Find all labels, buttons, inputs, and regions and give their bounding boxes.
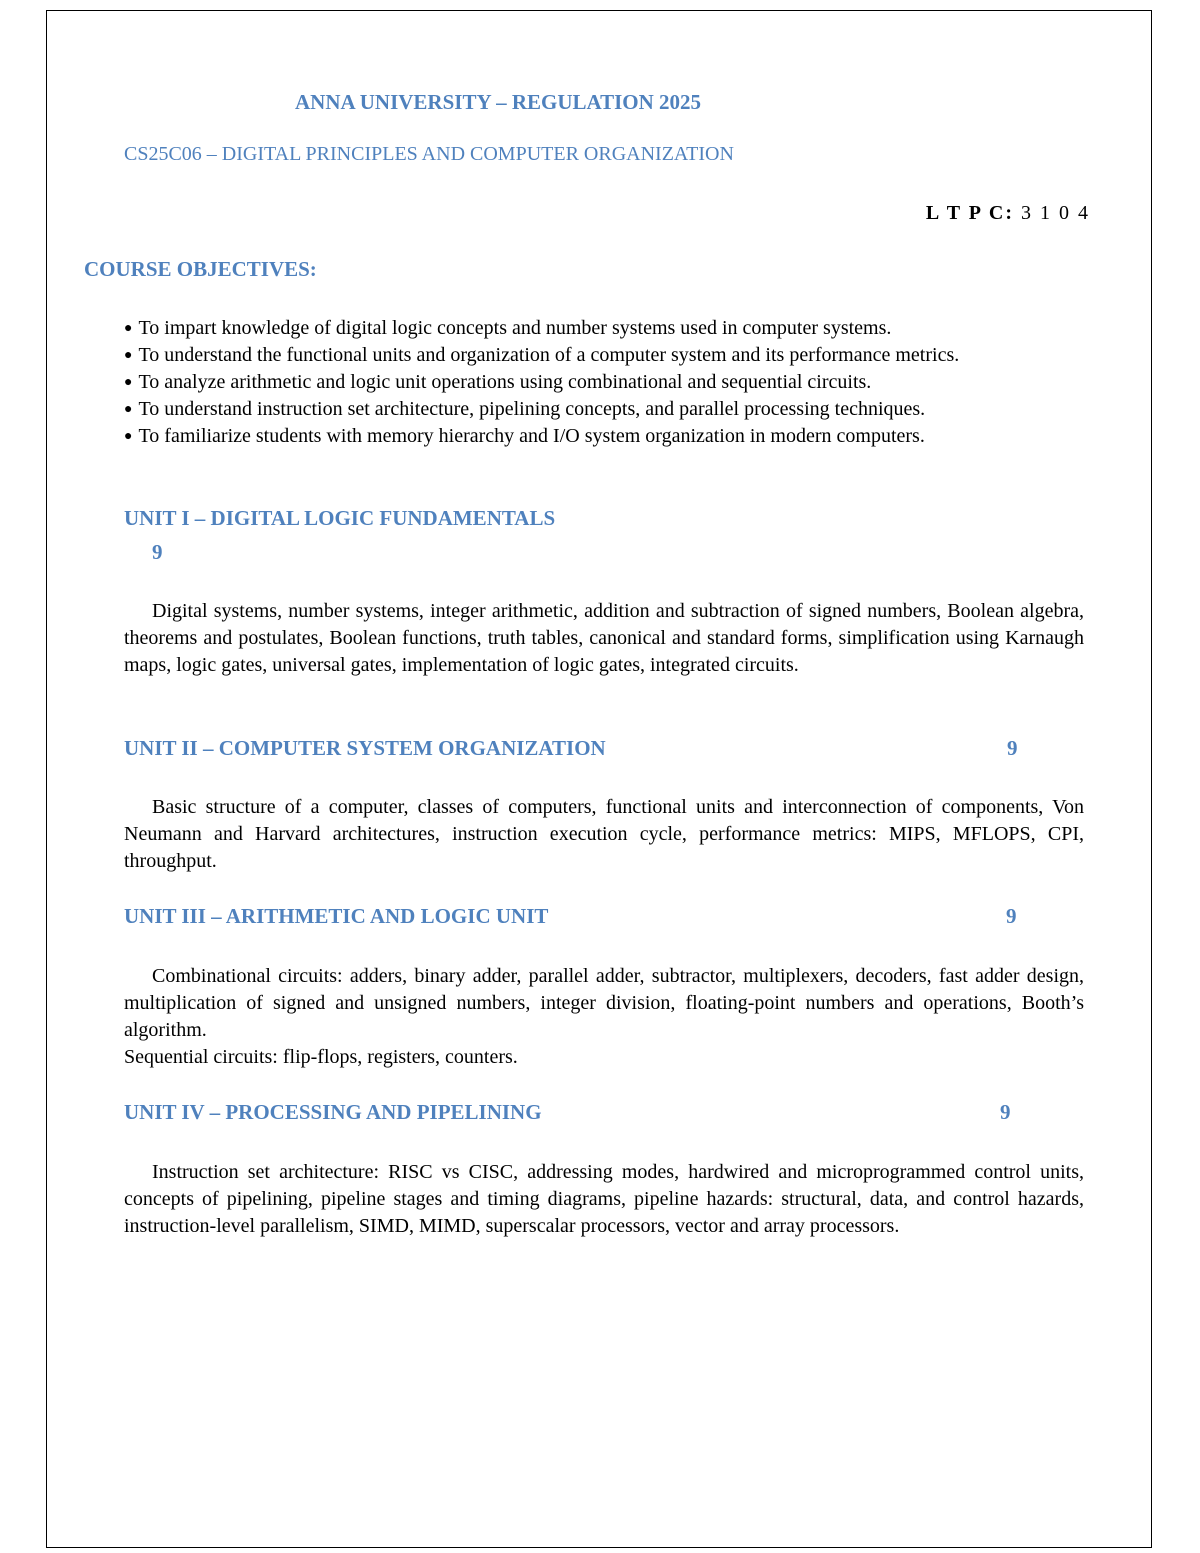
objective-item: ● To familiarize students with memory hierarchy and I/O system organization in modern computers.: [124, 423, 1084, 450]
unit-1-content: Digital systems, number systems, integer arithmetic, addition and subtraction of signed numbers, Boolean algebra, theorems and postulates, Boolean functions, truth tables, canonical and standard forms, simplification using Karnaugh maps, logic gates, universal gates, implementation of logic gates, integrated circuits.: [124, 600, 1084, 676]
unit-4-hours: 9: [1000, 1100, 1011, 1124]
unit-4-title: UNIT IV – PROCESSING AND PIPELINING: [124, 1100, 542, 1124]
ltpc-value: 3 1 0 4: [1021, 202, 1090, 224]
unit-1-title: UNIT I – DIGITAL LOGIC FUNDAMENTALS: [124, 506, 556, 530]
objective-item: ● To impart knowledge of digital logic concepts and number systems used in computer systems.: [124, 315, 1084, 342]
unit-1-heading: [124, 506, 1024, 564]
course-title: CS25C06 – DIGITAL PRINCIPLES AND COMPUTER ORGANIZATION: [124, 143, 734, 165]
objectives-heading: COURSE OBJECTIVES:: [84, 257, 317, 281]
unit-3-hours: 9: [1006, 904, 1017, 928]
unit-3-content: Combinational circuits: adders, binary adder, parallel adder, subtractor, multiplexers, decoders, fast adder design, multiplication of signed and unsigned numbers, integer division, floating-point numbers and operations, Booth’s algorithm.: [124, 965, 1084, 1041]
unit-4-content: Instruction set architecture: RISC vs CISC, addressing modes, hardwired and microprogrammed control units, concepts of pipelining, pipeline stages and timing diagrams, pipeline hazards: structural, data, and control hazards, instruction-level parallelism, SIMD, MIMD, superscalar processors, vector and array processors.: [124, 1161, 1084, 1237]
unit-2-heading: [124, 736, 1024, 761]
unit-3-content-sequential: Sequential circuits: flip-flops, registers, counters.: [124, 1046, 518, 1068]
ltpc-credits: [926, 202, 1090, 225]
document-title: ANNA UNIVERSITY – REGULATION 2025: [295, 90, 702, 114]
unit-1-hours: 9: [152, 540, 163, 564]
objective-item: ● To analyze arithmetic and logic unit operations using combinational and sequential circuits.: [124, 369, 1084, 396]
unit-4-heading: [124, 1100, 1024, 1125]
unit-2-content: Basic structure of a computer, classes of computers, functional units and interconnection of components, Von Neumann and Harvard architectures, instruction execution cycle, performance metrics: MIPS, MFLOPS, CPI, throughput.: [124, 796, 1084, 872]
unit-2-title: UNIT II – COMPUTER SYSTEM ORGANIZATION: [124, 736, 606, 760]
objective-item: ● To understand instruction set architecture, pipelining concepts, and parallel processing techniques.: [124, 396, 1084, 423]
unit-2-hours: 9: [1007, 736, 1018, 760]
unit-3-title: UNIT III – ARITHMETIC AND LOGIC UNIT: [124, 904, 549, 928]
unit-3-heading: [124, 904, 1024, 929]
objective-item: ● To understand the functional units and organization of a computer system and its performance metrics.: [124, 342, 1084, 369]
objectives-list: [124, 315, 1084, 450]
page-border: [46, 10, 1152, 1548]
ltpc-label: L T P C:: [925, 202, 1014, 224]
